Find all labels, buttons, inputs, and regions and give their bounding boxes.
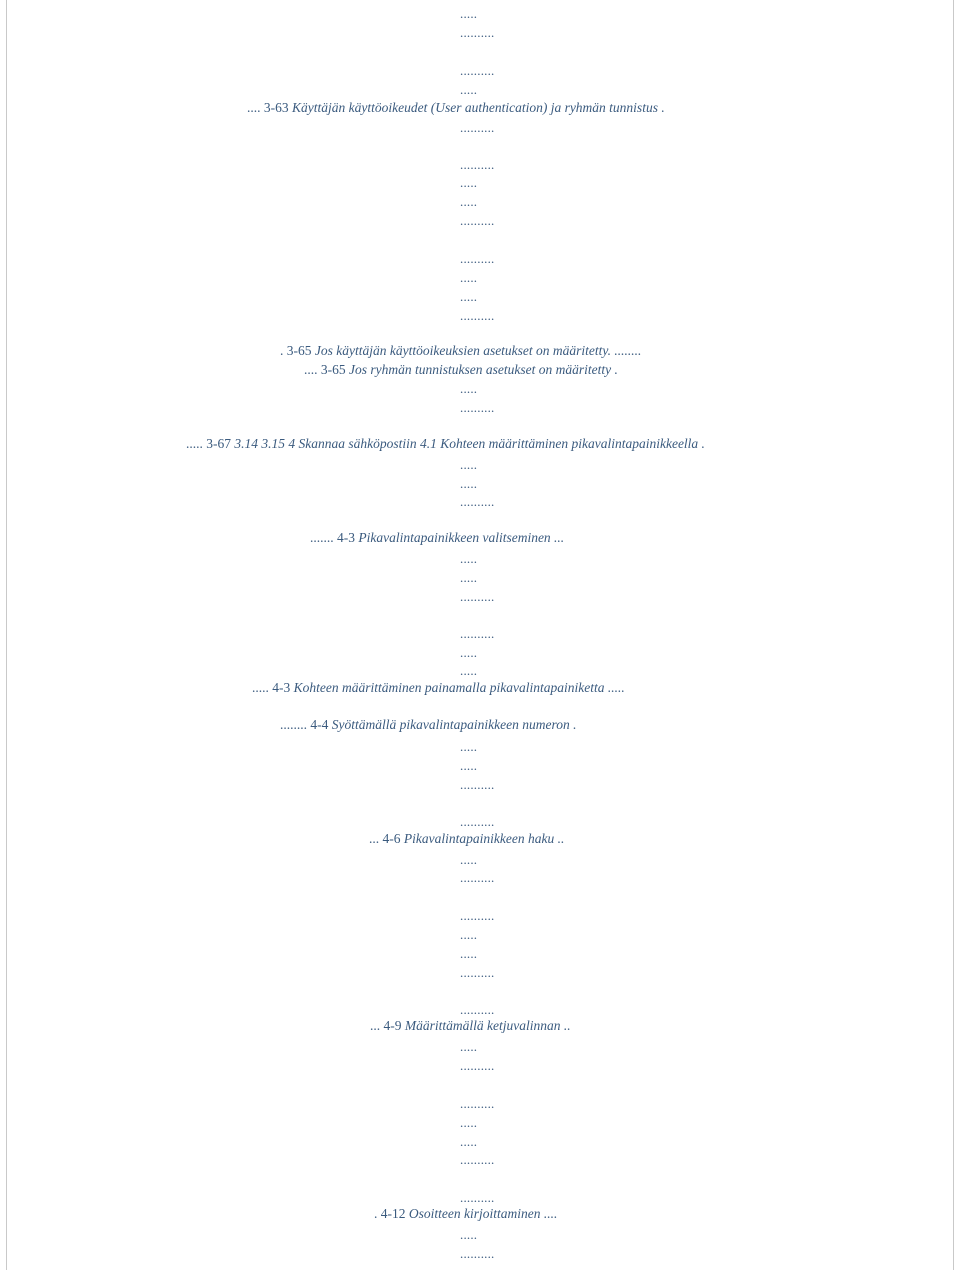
- toc-entry-3-65-user[interactable]: . 3-65 Jos käyttäjän käyttöoikeuksien asetukset on määritetty. ........: [280, 343, 642, 358]
- toc-entry-4-6[interactable]: ... 4-6 Pikavalintapainikkeen haku ..: [369, 831, 565, 846]
- toc-entry-4-9[interactable]: ... 4-9 Määrittämällä ketjuvalinnan ..: [370, 1018, 571, 1033]
- toc-line: .....: [460, 289, 478, 304]
- toc-line: .....: [460, 758, 478, 773]
- toc-line: ..........: [460, 120, 495, 135]
- toc-line: .....: [460, 570, 478, 585]
- toc-line: ..........: [460, 1096, 495, 1111]
- toc-line: .....: [460, 1115, 478, 1130]
- toc-line: .....: [460, 645, 478, 660]
- toc-line: ..........: [460, 400, 495, 415]
- toc-line: ..........: [460, 870, 495, 885]
- toc-line: .....: [460, 1227, 478, 1242]
- toc-entry-3-65-group[interactable]: .... 3-65 Jos ryhmän tunnistuksen asetukset on määritetty .: [304, 362, 618, 377]
- toc-line: .....: [460, 457, 478, 472]
- toc-line: .....: [460, 739, 478, 754]
- toc-line: .....: [460, 476, 478, 491]
- toc-line: .....: [460, 1134, 478, 1149]
- toc-line: ..........: [460, 1190, 495, 1205]
- toc-line: .....: [460, 927, 478, 942]
- toc-line: ..........: [460, 777, 495, 792]
- toc-entry-4-3-select[interactable]: ....... 4-3 Pikavalintapainikkeen valitseminen ...: [310, 530, 565, 545]
- toc-line: ..........: [460, 814, 495, 829]
- toc-line: .....: [460, 663, 478, 678]
- toc-entry-4-12[interactable]: . 4-12 Osoitteen kirjoittaminen ....: [374, 1206, 558, 1221]
- toc-line: .....: [460, 175, 478, 190]
- toc-line: ..........: [460, 157, 495, 172]
- toc-line: .....: [460, 1039, 478, 1054]
- toc-line: .....: [460, 194, 478, 209]
- toc-line: ..........: [460, 25, 495, 40]
- toc-line: ..........: [460, 1002, 495, 1017]
- toc-line: ..........: [460, 1246, 495, 1261]
- toc-entry-4-4[interactable]: ........ 4-4 Syöttämällä pikavalintapainikkeen numeron .: [280, 717, 577, 732]
- toc-line: ..........: [460, 213, 495, 228]
- toc-line: .....: [460, 381, 478, 396]
- toc-entry-3-63[interactable]: .... 3-63 Käyttäjän käyttöoikeudet (User authentication) ja ryhmän tunnistus .: [247, 100, 665, 115]
- toc-line: .....: [460, 946, 478, 961]
- toc-line: ..........: [460, 1152, 495, 1167]
- toc-line: ..........: [460, 908, 495, 923]
- toc-line: .....: [460, 551, 478, 566]
- toc-line: ..........: [460, 965, 495, 980]
- toc-line: .....: [460, 852, 478, 867]
- toc-line: .....: [460, 270, 478, 285]
- toc-line: ..........: [460, 589, 495, 604]
- toc-line: .....: [460, 82, 478, 97]
- toc-entry-3-67[interactable]: ..... 3-67 3.14 3.15 4 Skannaa sähköpostiin 4.1 Kohteen määrittäminen pikavalintapainikkeella .: [186, 436, 705, 451]
- toc-line: .....: [460, 6, 478, 21]
- toc-line: ..........: [460, 494, 495, 509]
- toc-line: ..........: [460, 626, 495, 641]
- toc-line: ..........: [460, 308, 495, 323]
- toc-line: ..........: [460, 1058, 495, 1073]
- toc-entry-4-3-press[interactable]: ..... 4-3 Kohteen määrittäminen painamalla pikavalintapainiketta .....: [252, 680, 625, 695]
- toc-line: ..........: [460, 63, 495, 78]
- toc-line: ..........: [460, 251, 495, 266]
